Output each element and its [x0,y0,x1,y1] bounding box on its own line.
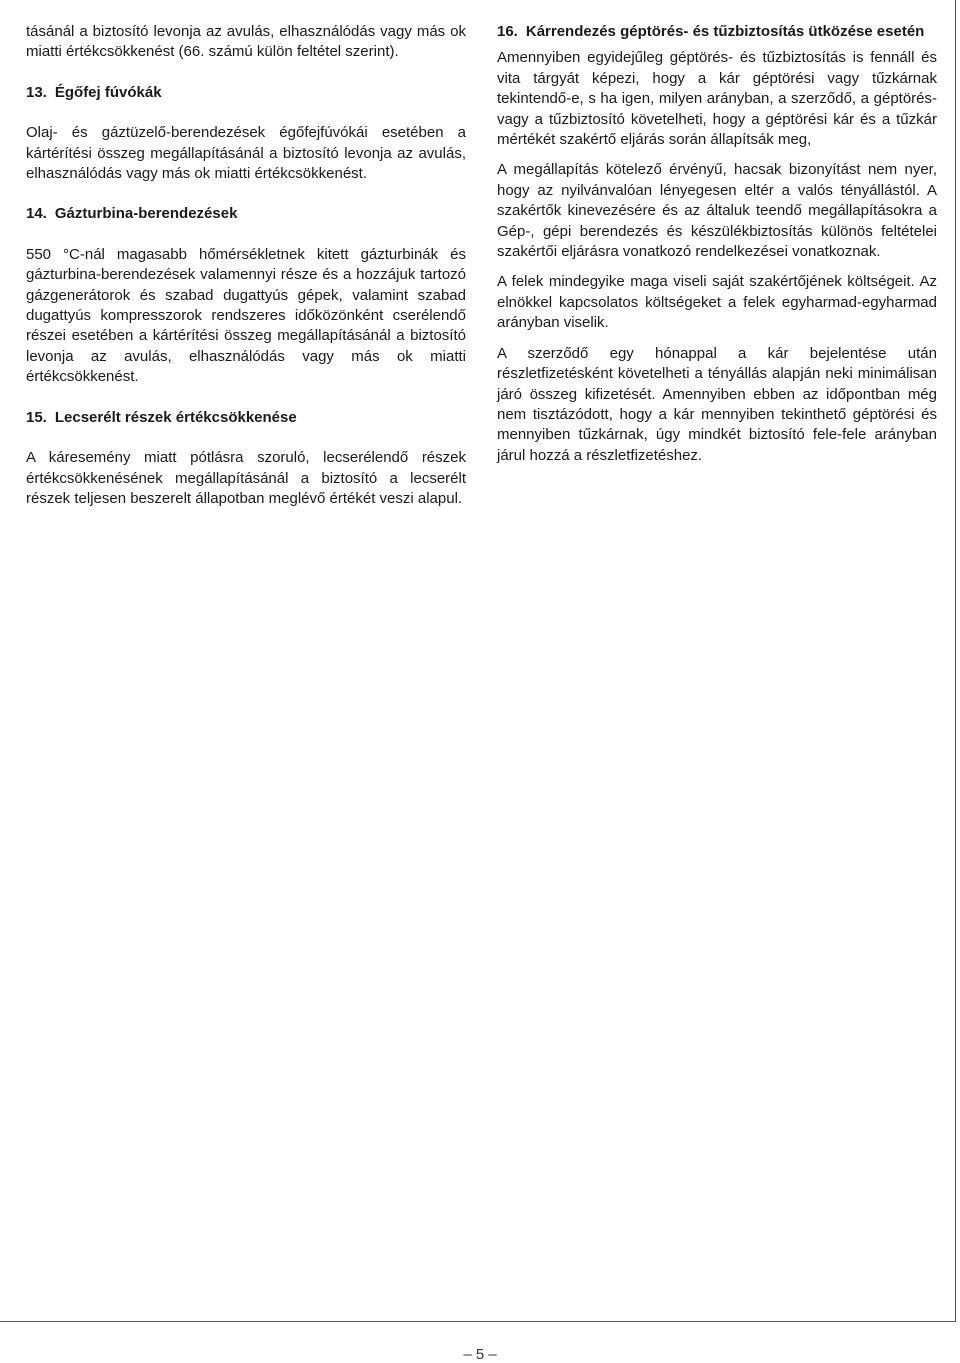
section-number: 15. [26,408,47,426]
section-title: Gázturbina-berendezések [54,205,238,223]
right-column [497,22,937,476]
section-title: Kárrendezés géptörés- és tűzbiztosítás ütközése esetén [525,23,925,40]
section-15-paragraph: A káresemény miatt pótlásra szoruló, lecserélendő részek értékcsökkenésének megállapításánál a biztosító a lecserélt részek teljesen beszerelt állapotban meglévő értékét veszi alapul. [26,449,466,507]
section-16-paragraph-3: A felek mindegyike maga viseli saját szakértőjének költségeit. Az elnökkel kapcsolatos költségeket a felek egyharmad-egyharmad arányban viselik. [497,273,937,332]
section-13-heading [26,83,466,103]
section-number: 16. [497,23,518,40]
section-number: 14. [26,205,47,223]
section-14-heading [26,204,466,224]
section-16-paragraph-2: A megállapítás kötelező érvényű, hacsak bizonyítást nem nyer, hogy az nyilvánvalóan lényegesen eltér a valós tényállástól. A szakértők kinevezésére és az általuk teendő megállapításokra a Gép-, gépi berendezés és készülékbiztosítás különös feltételei szakértői eljárásra vonatkozó rendelkezései vonatkoznak. [497,161,937,261]
section-title: Lecserélt részek értékcsökkenése [54,408,297,426]
section-number: 13. [26,83,47,101]
section-15-heading [26,408,466,428]
left-column [26,22,466,529]
section-14-paragraph: 550 °C-nál magasabb hőmérsékletnek kitett gázturbinák és gázturbina-berendezések valamennyi része és a hozzájuk tartozó gázgenerátorok és szabad dugattyús gépek, valamint szabad dugattyús kompresszorok rendszeres időközönként cserélendő részei esetében a kártérítési összeg megállapításánál a biztosító levonja az avulás, elhasználódás vagy más ok miatti értékcsökkenést. [26,245,466,386]
intro-paragraph: tásánál a biztosító levonja az avulás, elhasználódás vagy más ok miatti értékcsökkenést (66. számú külön feltétel szerint). [26,23,466,61]
section-16-heading [497,22,937,42]
section-title: Égőfej fúvókák [54,83,162,101]
page-number: – 5 – [463,1346,497,1363]
section-16-paragraph-1: Amennyiben egyidejűleg géptörés- és tűzbiztosítás is fennáll és vita tárgyát képezi, hogy a kár géptörési vagy tűzkárnak tekintendő-e, s ha igen, milyen arányban, a szerződő, a géptörés- vagy a tűzbiztosító követelheti, hogy a géptörési kár és a tűzkár mértékét szakértő eljárás során állapítsák meg, [497,49,937,149]
section-16-paragraph-4: A szerződő egy hónappal a kár bejelentése után részletfizetésként követelheti a tényállás alapján neki minimálisan járó összeg kifizetését. Amennyiben ebben az időpontban még nem tisztázódott, hogy a kár mennyiben tekinthető géptörési és mennyiben tűzkárnak, úgy mindkét biztosító fele-fele arányban járul hozzá a részletfizetéshez. [497,344,937,464]
section-13-paragraph: Olaj- és gáztüzelő-berendezések égőfejfúvókái esetében a kártérítési összeg megállapításánál a biztosító levonja az avulás, elhasználódás vagy más ok miatti értékcsökkenést. [26,124,466,183]
